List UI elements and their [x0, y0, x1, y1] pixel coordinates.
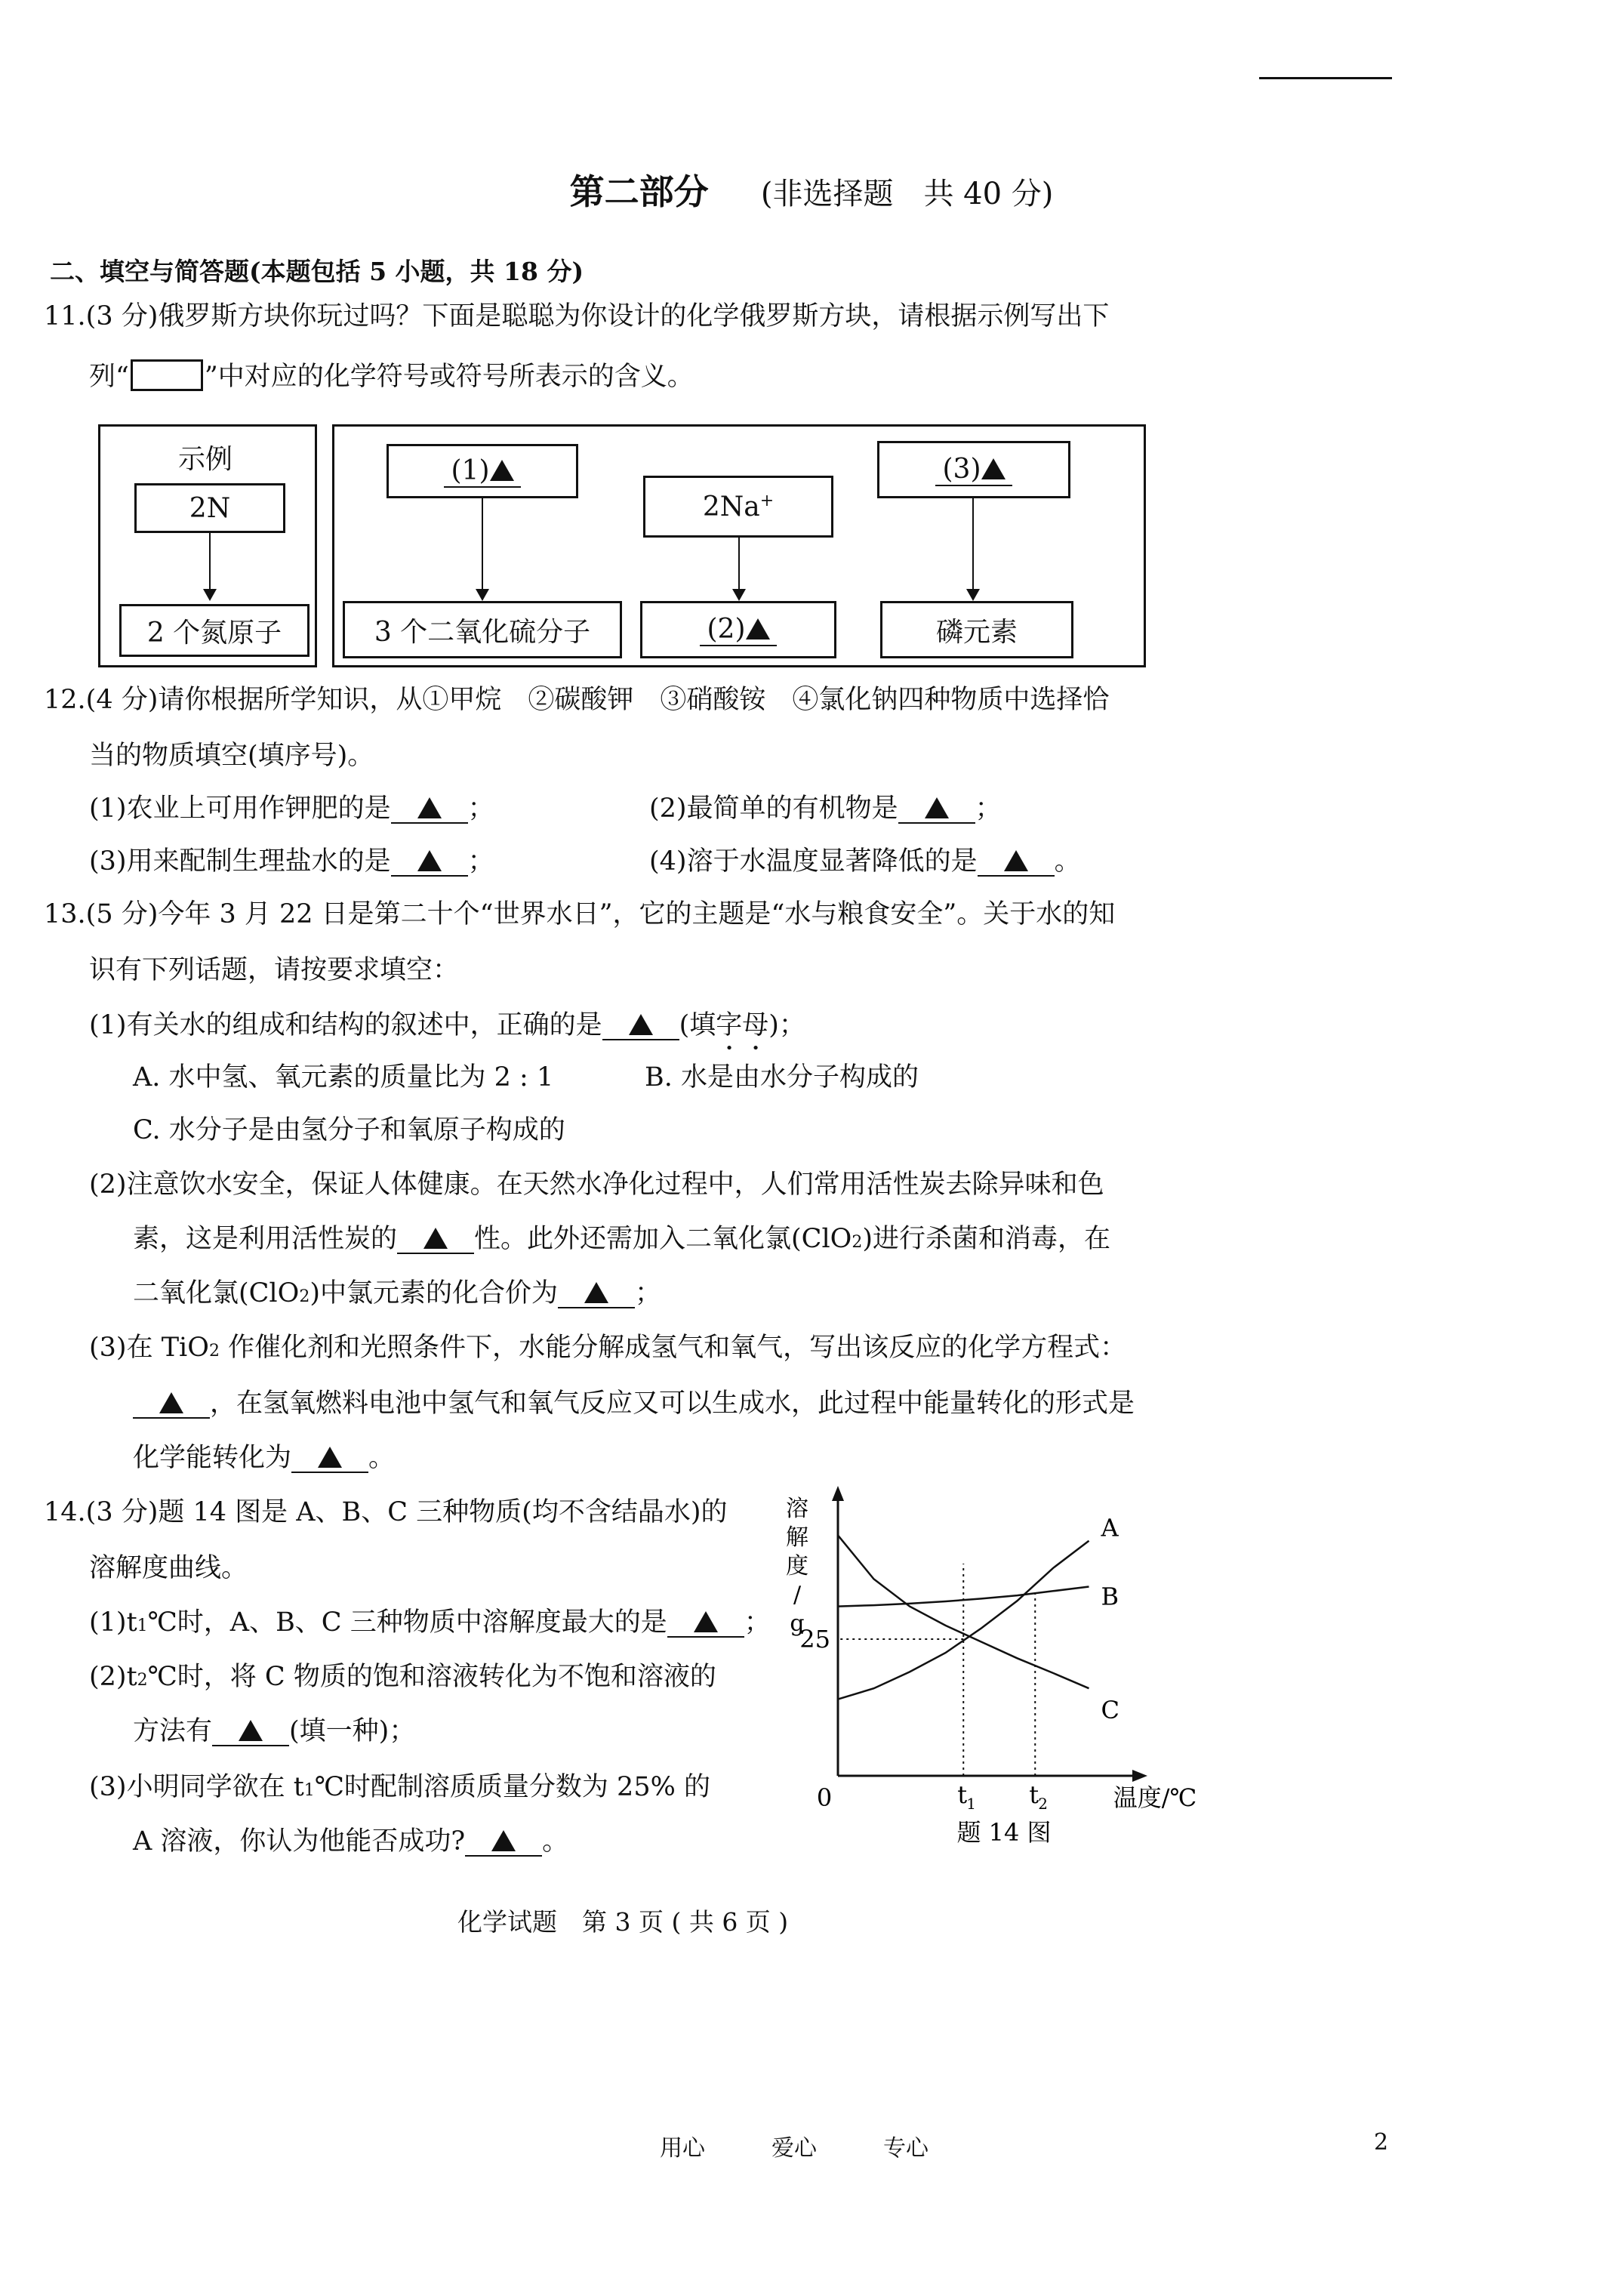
arrow3-line [972, 498, 974, 590]
title-sub: (非选择题 共 40 分) [760, 177, 1054, 211]
q13-s1-emphasis: 字母 [716, 1010, 769, 1040]
triangle-icon [1004, 850, 1028, 871]
blank-2 [700, 614, 777, 646]
q13-s2-line1: (2)注意饮水安全，保证人体健康。在天然水净化过程中，人们常用活性炭去除异味和色 [89, 1170, 1104, 1200]
q12-p3-text: (3)用来配制生理盐水的是 [89, 846, 391, 877]
triangle-icon [491, 1830, 516, 1851]
series-label-a: A [1101, 1513, 1119, 1542]
q13-s2-3b: )中氯元素的化合价为 [310, 1278, 558, 1308]
q12-p1-end: ； [467, 794, 494, 824]
triangle-icon [490, 460, 514, 481]
blank-q13-4 [133, 1391, 210, 1419]
example-bottom-text: 2 个氮原子 [146, 617, 282, 649]
blank-3 [935, 454, 1012, 486]
q12-part3 [89, 846, 494, 877]
q12-p1-text: (1)农业上可用作钾肥的是 [89, 794, 391, 824]
q13-s3-line1 [89, 1335, 1126, 1361]
q13-option-b: B. 水是由水分子构成的 [645, 1062, 919, 1093]
triangle-icon [423, 1228, 448, 1249]
y-axis-arrow-icon [832, 1486, 844, 1501]
q12-p4-end: 。 [1054, 846, 1081, 877]
triangle-icon [318, 1447, 342, 1468]
subscript: 1 [303, 1781, 315, 1800]
q13-s2-2a: 素，这是利用活性炭的 [133, 1224, 398, 1254]
blank-q13-2 [397, 1226, 474, 1254]
blank-q13-3 [558, 1281, 635, 1308]
page-title [0, 165, 1623, 214]
na-symbol: 2Na [702, 491, 760, 522]
q14-s1 [89, 1607, 771, 1638]
motto-1: 用心 [660, 2135, 705, 2162]
q13-s2-2c: )进行杀菌和消毒，在 [862, 1224, 1110, 1254]
arrow2-line [738, 538, 740, 590]
y-label-char: 溶 [786, 1496, 808, 1522]
triangle-icon [159, 1392, 183, 1413]
q13-s3-3a: 化学能转化为 [133, 1443, 292, 1473]
q13-s3-1b: 作催化剂和光照条件下，水能分解成氢气和氧气，写出该反应的化学方程式： [219, 1333, 1127, 1363]
box3-bottom [880, 601, 1073, 658]
motto-2: 爱心 [771, 2135, 817, 2162]
triangle-icon [981, 458, 1006, 479]
arrow2-icon [732, 589, 746, 601]
q13-s1-end-c: )； [768, 1010, 805, 1040]
example-arrow-icon [203, 589, 217, 601]
q11-line2-b: ”中对应的化学符号或符号所表示的含义。 [204, 362, 694, 392]
arrow3-icon [966, 589, 980, 601]
q12-part4 [649, 846, 1081, 877]
box1-bottom [343, 601, 622, 658]
triangle-icon [746, 618, 770, 639]
q14-s3d: 。 [542, 1826, 569, 1857]
box1-top [387, 444, 578, 498]
q11-line2 [89, 359, 694, 391]
curve-a [838, 1541, 1089, 1700]
box2-top-text [703, 492, 774, 522]
q13-s1-end-a: (填 [679, 1010, 716, 1040]
blank-q12-3 [391, 849, 468, 877]
blank-q13-5 [291, 1445, 368, 1473]
q14-s1b: ℃时，A、B、C 三种物质中溶解度最大的是 [147, 1607, 667, 1638]
y-label-char: 解 [786, 1524, 808, 1551]
blank-1-label: (1) [451, 455, 490, 486]
example-bottom-box [119, 604, 310, 657]
x-tick-label-2: t [1029, 1780, 1039, 1809]
page-footer: 化学试题 第 3 页 ( 共 6 页 ) [457, 1907, 789, 1937]
x-tick-sub-1: 1 [966, 1795, 976, 1813]
q12-p2-end: ； [975, 794, 1002, 824]
x-axis-arrow-icon [1132, 1770, 1147, 1782]
q14-s2-cont [133, 1718, 415, 1746]
q13-line2: 识有下列话题，请按要求填空： [89, 955, 460, 985]
subscript: 1 [137, 1616, 148, 1635]
triangle-icon [239, 1720, 263, 1741]
motto-3: 专心 [883, 2135, 929, 2162]
q12-line1: 12.(4 分)请你根据所学知识，从①甲烷 ②碳酸钾 ③硝酸铵 ④氯化钠四种物质中选择恰 [44, 685, 1110, 715]
q14-s2 [89, 1664, 716, 1690]
subscript: 2 [299, 1287, 310, 1306]
q12-p3-end: ； [467, 846, 494, 877]
triangle-icon [417, 797, 442, 818]
q13-s3-3b: 。 [368, 1443, 396, 1473]
na-charge: + [759, 491, 775, 510]
q13-s3-1a: (3)在 TiO [89, 1333, 209, 1363]
q13-option-c: C. 水分子是由氢分子和氧原子构成的 [133, 1115, 565, 1145]
q14-s2d: (填一种)； [289, 1716, 416, 1746]
q14-s3c: A 溶液，你认为他能否成功? [133, 1826, 466, 1857]
x-axis-label: 温度/℃ [1113, 1783, 1197, 1812]
chart-axes [832, 1486, 1147, 1782]
q13-s2-3a: 二氧化氯(ClO [133, 1278, 300, 1308]
example-top-box [134, 483, 285, 533]
section-heading: 二、填空与简答题(本题包括 5 小题，共 18 分) [50, 257, 584, 286]
example-arrow-line [209, 533, 211, 590]
triangle-icon [417, 850, 442, 871]
chart-caption: 题 14 图 [956, 1818, 1052, 1847]
q13-s3-line3 [133, 1445, 395, 1473]
q13-s2-3c: ； [634, 1278, 661, 1308]
y-tick-label-25: 25 [799, 1625, 830, 1653]
box3-top [877, 441, 1070, 498]
q14-s3 [89, 1774, 710, 1801]
example-top-text: 2N [189, 492, 231, 524]
q14-line1: 14.(3 分)题 14 图是 A、B、C 三种物质(均不含结晶水)的 [44, 1497, 728, 1527]
top-rule [1259, 77, 1392, 79]
title-main: 第二部分 [569, 171, 709, 212]
blank-1 [444, 455, 521, 488]
q13-s3-2: ，在氢氧燃料电池中氢气和氧气反应又可以生成水，此过程中能量转化的形式是 [210, 1388, 1135, 1419]
box1-bottom-text: 3 个二氧化硫分子 [374, 616, 591, 648]
q14-s3a: (3)小明同学欲在 t [89, 1772, 304, 1802]
q12-part2 [649, 796, 1002, 824]
example-label: 示例 [178, 444, 233, 475]
inline-blank-box [131, 359, 203, 391]
q14-s3-cont [133, 1826, 569, 1857]
triangle-icon [694, 1611, 718, 1632]
q13-s2-line3 [133, 1278, 661, 1308]
arrow1-line [482, 498, 483, 590]
blank-q13-1 [602, 1012, 679, 1040]
triangle-icon [925, 797, 949, 818]
blank-q14-3 [465, 1829, 542, 1857]
subscript: 2 [208, 1342, 220, 1361]
q13-s2-2b: 性。此外还需加入二氧化氯(ClO [474, 1224, 852, 1254]
q14-s3b: ℃时配制溶质质量分数为 25% 的 [314, 1772, 710, 1802]
blank-q12-1 [391, 796, 468, 824]
box3-bottom-text: 磷元素 [935, 616, 1018, 648]
y-label-char: 度 [786, 1553, 808, 1579]
arrow1-icon [476, 589, 489, 601]
page-number: 2 [1374, 2129, 1389, 2156]
y-axis-label [786, 1496, 808, 1637]
triangle-icon [584, 1282, 608, 1303]
q14-s2c: 方法有 [133, 1716, 213, 1746]
series-label-c: C [1101, 1696, 1119, 1725]
series-label-b: B [1101, 1582, 1119, 1611]
blank-q14-1 [667, 1610, 744, 1638]
y-label-char: / [793, 1582, 802, 1608]
q13-s3-line2 [133, 1388, 1135, 1419]
q14-line2: 溶解度曲线。 [89, 1553, 248, 1583]
box2-bottom [640, 601, 836, 658]
solubility-chart [778, 1480, 1200, 1857]
blank-q12-2 [898, 796, 975, 824]
subscript: 2 [137, 1671, 148, 1690]
q13-s1 [89, 1010, 805, 1056]
curve-b [838, 1587, 1089, 1607]
q13-line1: 13.(5 分)今年 3 月 22 日是第二十个“世界水日”，它的主题是“水与粮食安全”。关于水的知 [44, 899, 1116, 929]
q14-s2b: ℃时，将 C 物质的饱和溶液转化为不饱和溶液的 [147, 1662, 716, 1692]
q13-s1-text: (1)有关水的组成和结构的叙述中，正确的是 [89, 1010, 602, 1040]
subscript: 2 [852, 1233, 863, 1252]
blank-q12-4 [978, 849, 1055, 877]
q14-s1c: ； [744, 1607, 771, 1638]
q13-option-a: A. 水中氢、氧元素的质量比为 2 : 1 [133, 1062, 554, 1093]
box2-top [643, 476, 833, 538]
blank-3-label: (3) [942, 453, 981, 485]
x-tick-sub-2: 2 [1038, 1795, 1048, 1813]
q12-p2-text: (2)最简单的有机物是 [649, 794, 898, 824]
q11-line1: 11.(3 分)俄罗斯方块你玩过吗？下面是聪聪为你设计的化学俄罗斯方块，请根据示例写出下 [44, 301, 1110, 331]
q14-s1a: (1)t [89, 1607, 137, 1638]
blank-q14-2 [212, 1718, 289, 1746]
y-label-char: g [790, 1610, 805, 1637]
q13-s2-line2 [133, 1226, 1110, 1254]
q14-s2a: (2)t [89, 1662, 137, 1692]
x-tick-label-1: t [957, 1780, 968, 1809]
blank-2-label: (2) [707, 613, 746, 645]
origin-label: 0 [816, 1783, 833, 1812]
triangle-icon [629, 1014, 653, 1035]
q12-line2: 当的物质填空(填序号)。 [89, 741, 374, 771]
q11-line2-a: 列“ [89, 362, 129, 392]
q12-part1 [89, 796, 494, 824]
q12-p4-text: (4)溶于水温度显著降低的是 [649, 846, 978, 877]
